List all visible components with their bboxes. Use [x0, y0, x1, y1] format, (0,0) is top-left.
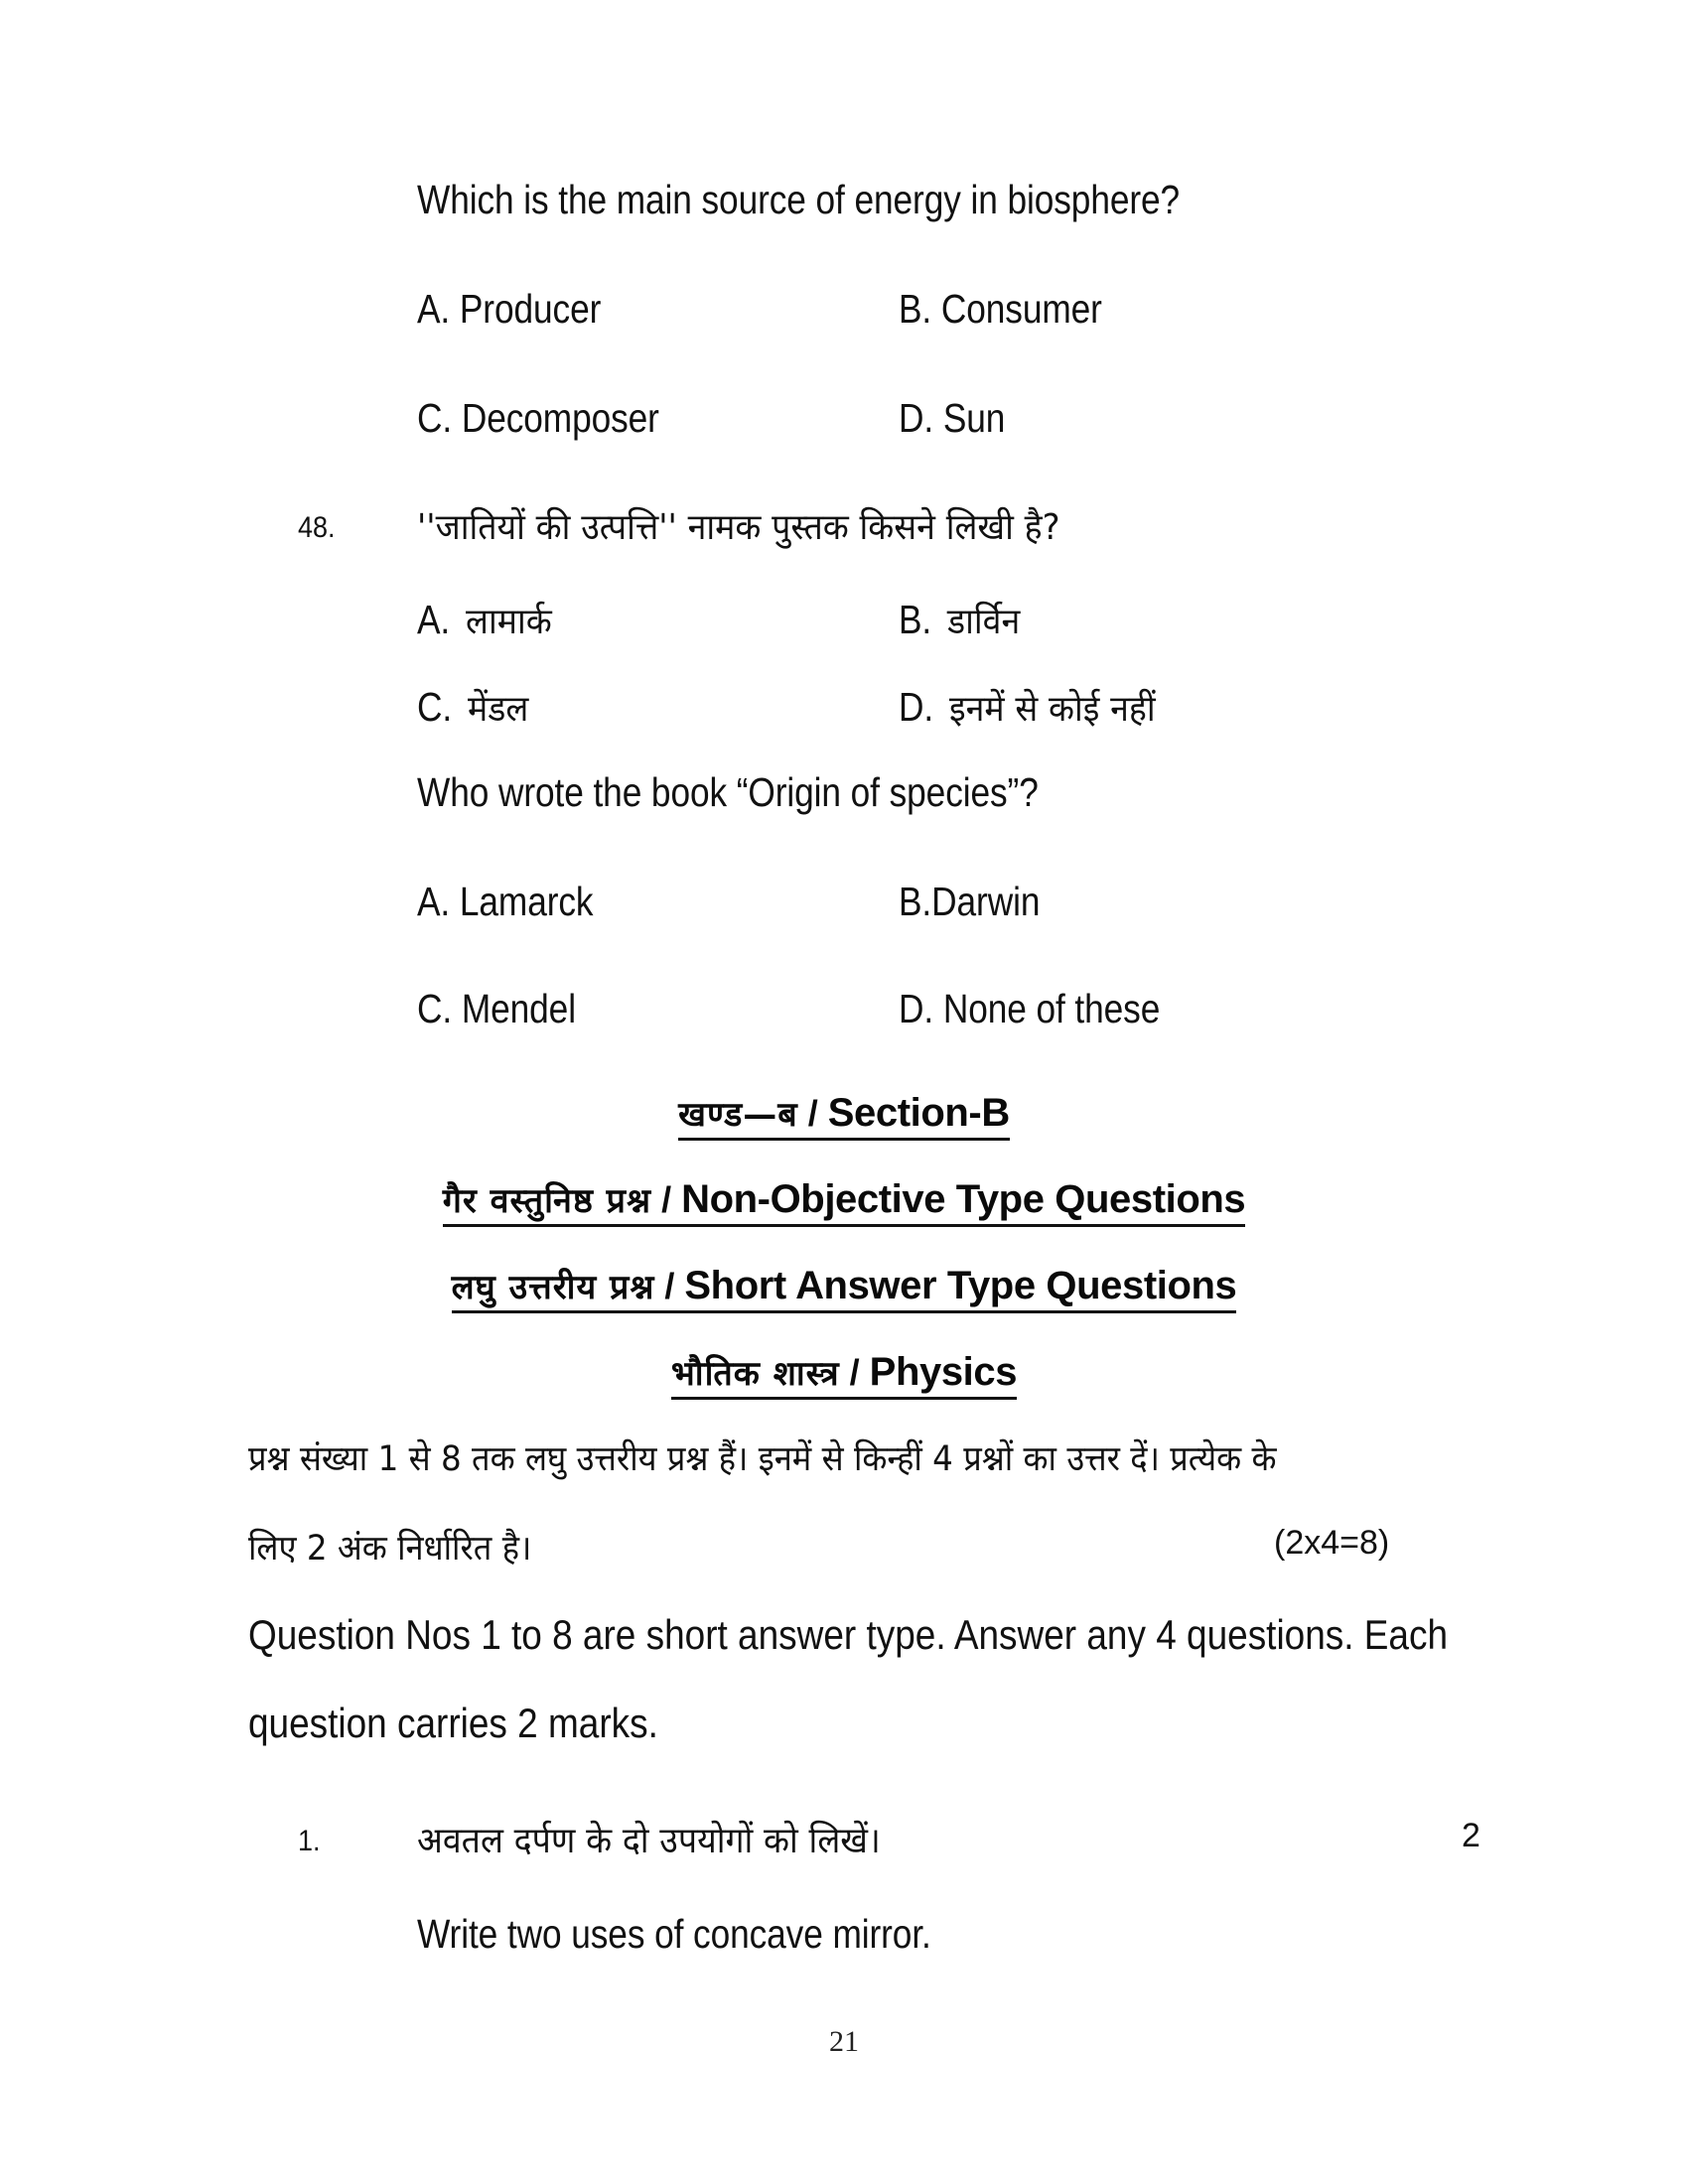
option-text: इनमें से कोई नहीं	[948, 689, 1156, 730]
option-key: D.	[899, 395, 934, 441]
question-47-option-d	[899, 395, 1005, 442]
heading-physics	[0, 1349, 1688, 1400]
instruction-english-line-1: Question Nos 1 to 8 are short answer type. Answer any 4 questions. Each	[248, 1611, 1449, 1658]
heading-hindi: लघु उत्तरीय प्रश्न	[451, 1268, 655, 1307]
question-48-english-option-c	[417, 986, 576, 1032]
option-key: A.	[417, 879, 451, 924]
question-48-hindi-option-c	[417, 683, 532, 732]
option-key: C.	[417, 395, 453, 441]
option-text: लामार्क	[465, 602, 552, 642]
option-text: Darwin	[931, 879, 1041, 924]
question-1-number: 1.	[298, 1825, 321, 1857]
question-47-option-b	[899, 286, 1102, 333]
instruction-marks-formula: (2x4=8)	[1274, 1524, 1390, 1562]
option-key: D.	[899, 684, 934, 730]
option-text: Producer	[459, 286, 602, 332]
option-text: मेंडल	[467, 689, 529, 730]
option-text: Mendel	[461, 986, 576, 1031]
option-key: C.	[417, 986, 453, 1031]
option-text: Sun	[942, 395, 1006, 441]
option-text: Lamarck	[459, 879, 594, 924]
heading-underline-wrapper	[452, 1263, 1237, 1313]
question-47-english-stem: Which is the main source of energy in biosphere?	[417, 177, 1181, 222]
heading-hindi: खण्ड—ब	[678, 1095, 798, 1135]
heading-english: Non-Objective Type Questions	[681, 1177, 1246, 1221]
heading-separator: /	[664, 1266, 675, 1306]
heading-underline-wrapper	[678, 1090, 1010, 1141]
question-47-option-c	[417, 395, 659, 442]
option-key: A.	[417, 286, 451, 332]
heading-english: Physics	[869, 1350, 1018, 1394]
heading-underline-wrapper	[443, 1176, 1246, 1227]
option-text: डार्विन	[946, 602, 1020, 642]
instruction-hindi-line-2: लिए 2 अंक निर्धारित है।	[248, 1529, 532, 1569]
heading-hindi: भौतिक शास्त्र	[670, 1354, 840, 1394]
question-48-hindi-stem: ''जातियों की उत्पत्ति'' नामक पुस्तक किसने लिखी है?	[417, 507, 1060, 548]
heading-separator: /	[849, 1352, 860, 1393]
heading-hindi: गैर वस्तुनिष्ठ प्रश्न	[442, 1181, 652, 1221]
option-key: D.	[899, 986, 934, 1031]
question-1-marks: 2	[1462, 1817, 1480, 1854]
heading-english: Section-B	[827, 1091, 1010, 1135]
question-48-english-option-b	[899, 879, 1040, 925]
question-48-hindi-option-d	[899, 683, 1169, 732]
question-48-number: 48.	[298, 511, 336, 544]
page-number: 21	[829, 2025, 859, 2058]
heading-short-answer	[0, 1263, 1688, 1313]
instruction-english-line-2: question carries 2 marks.	[248, 1700, 658, 1746]
question-48-english-option-d	[899, 986, 1160, 1032]
heading-separator: /	[661, 1179, 672, 1220]
heading-underline-wrapper	[671, 1349, 1017, 1400]
question-1-hindi-text: अवतल दर्पण के दो उपयोगों को लिखें।	[417, 1821, 881, 1861]
heading-english: Short Answer Type Questions	[684, 1264, 1237, 1307]
heading-separator: /	[807, 1093, 818, 1134]
option-key: B.	[899, 597, 932, 642]
option-key: B.	[899, 879, 932, 924]
question-48-english-stem: Who wrote the book “Origin of species”?	[417, 769, 1039, 815]
option-key: B.	[899, 286, 932, 332]
option-text: Consumer	[940, 286, 1102, 332]
option-text: Decomposer	[461, 395, 659, 441]
question-48-english-option-a	[417, 879, 593, 925]
option-key: C.	[417, 684, 453, 730]
heading-section-b	[0, 1090, 1688, 1141]
instruction-hindi-line-1: प्रश्न संख्या 1 से 8 तक लघु उत्तरीय प्रश्न हैं। इनमें से किन्हीं 4 प्रश्नों का उत्तर दें। प्रत्येक के	[248, 1439, 1277, 1479]
question-47-option-a	[417, 286, 601, 333]
heading-non-objective	[0, 1176, 1688, 1227]
option-text: None of these	[942, 986, 1161, 1031]
question-48-hindi-option-b	[899, 596, 1024, 644]
option-key: A.	[417, 597, 451, 642]
question-48-hindi-option-a	[417, 596, 557, 644]
question-1-english-text: Write two uses of concave mirror.	[417, 1911, 931, 1957]
